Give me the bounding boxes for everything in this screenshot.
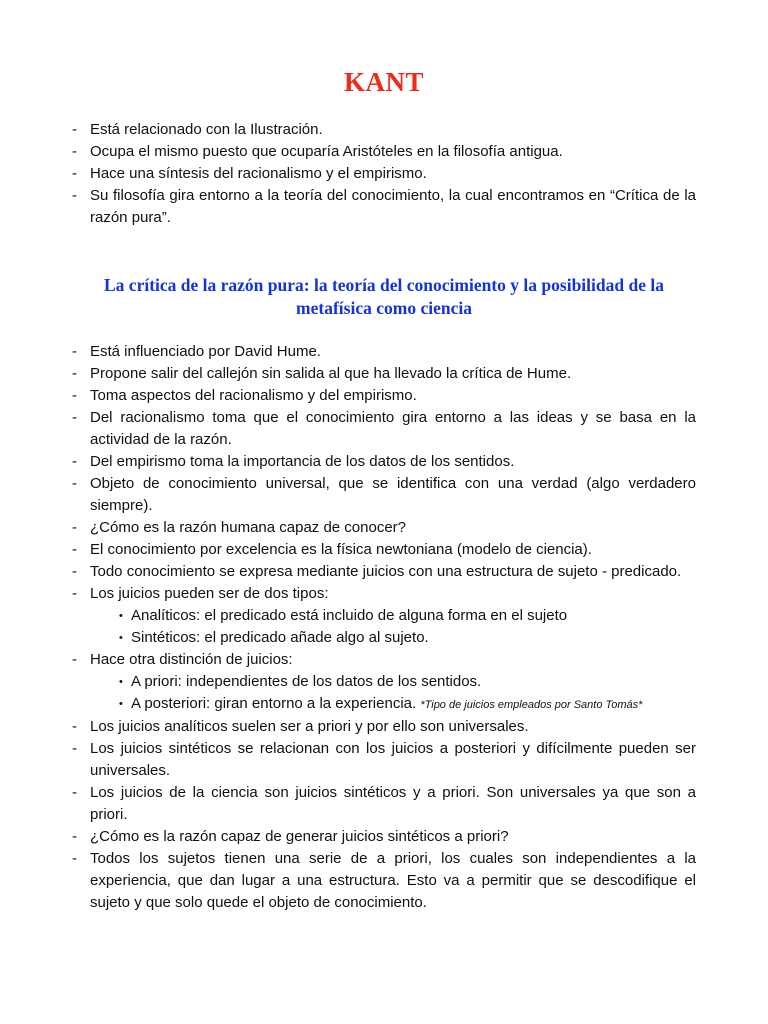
item-text: Todos los sujetos tienen una serie de a priori, los cuales son independientes a la experiencia, que dan lugar a una estructura. Esto va a permitir que se descodifique el sujeto y que solo quede el objeto de conocimiento. xyxy=(90,850,696,911)
list-item xyxy=(72,473,696,517)
section-heading: La crítica de la razón pura: la teoría del conocimiento y la posibilidad de la metafísica como ciencia xyxy=(104,275,664,318)
dash-marker: - xyxy=(72,519,77,536)
item-text: ¿Cómo es la razón humana capaz de conocer? xyxy=(90,519,407,536)
aposteriori-note: *Tipo de juicios empleados por Santo Tomás* xyxy=(420,699,643,711)
list-item xyxy=(72,517,696,539)
list-item xyxy=(72,583,696,605)
dash-marker: - xyxy=(72,409,77,426)
item-text: Los juicios de la ciencia son juicios sintéticos y a priori. Son universales ya que son a priori. xyxy=(90,784,696,823)
dash-marker: - xyxy=(72,121,77,138)
dash-marker: - xyxy=(72,828,77,845)
dash-marker: - xyxy=(72,740,77,757)
item-text: Los juicios sintéticos se relacionan con los juicios a posteriori y difícilmente pueden ser universales. xyxy=(90,740,696,779)
list-item xyxy=(72,185,696,229)
item-text: Objeto de conocimiento universal, que se identifica con una verdad (algo verdadero siempre). xyxy=(90,475,696,514)
item-text: Del empirismo toma la importancia de los datos de los sentidos. xyxy=(90,453,515,470)
item-text: Todo conocimiento se expresa mediante juicios con una estructura de sujeto - predicado. xyxy=(90,563,682,580)
bullet-marker: • xyxy=(119,632,123,644)
list-item xyxy=(72,716,696,738)
subitem-text: A posteriori: giran entorno a la experiencia. xyxy=(131,695,417,712)
page-title: KANT xyxy=(343,67,424,97)
item-text: Los juicios pueden ser de dos tipos: xyxy=(90,585,329,602)
list-item xyxy=(72,363,696,385)
dash-marker: - xyxy=(72,143,77,160)
item-text: Hace otra distinción de juicios: xyxy=(90,651,293,668)
list-item xyxy=(72,782,696,826)
list-item xyxy=(72,141,696,163)
sublist-container xyxy=(72,671,696,716)
main-list xyxy=(72,341,696,914)
item-text: Del racionalismo toma que el conocimiento gira entorno a las ideas y se basa en la actividad de la razón. xyxy=(90,409,696,448)
sublist-container xyxy=(72,605,696,649)
judgment-types-list xyxy=(72,605,696,649)
subitem-text: A priori: independientes de los datos de los sentidos. xyxy=(131,673,482,690)
subitem-text: Analíticos: el predicado está incluido de alguna forma en el sujeto xyxy=(131,607,568,624)
list-item xyxy=(72,407,696,451)
dash-marker: - xyxy=(72,850,77,867)
dash-marker: - xyxy=(72,387,77,404)
list-item xyxy=(72,649,696,671)
dash-marker: - xyxy=(72,585,77,602)
judgment-distinction-list xyxy=(72,671,696,716)
sublist-item xyxy=(72,627,696,649)
bullet-marker: • xyxy=(119,698,123,710)
dash-marker: - xyxy=(72,784,77,801)
dash-marker: - xyxy=(72,475,77,492)
item-text: Está influenciado por David Hume. xyxy=(90,343,321,360)
sublist-item xyxy=(72,605,696,627)
list-item xyxy=(72,163,696,185)
intro-list xyxy=(72,119,696,229)
sublist-item xyxy=(72,693,696,716)
list-item xyxy=(72,451,696,473)
sublist-item xyxy=(72,671,696,693)
item-text: El conocimiento por excelencia es la física newtoniana (modelo de ciencia). xyxy=(90,541,592,558)
list-item xyxy=(72,539,696,561)
subitem-text: Sintéticos: el predicado añade algo al sujeto. xyxy=(131,629,429,646)
bullet-marker: • xyxy=(119,610,123,622)
list-item xyxy=(72,561,696,583)
list-item xyxy=(72,738,696,782)
dash-marker: - xyxy=(72,453,77,470)
dash-marker: - xyxy=(72,541,77,558)
dash-marker: - xyxy=(72,165,77,182)
item-text: Su filosofía gira entorno a la teoría del conocimiento, la cual encontramos en “Crítica de la razón pura”. xyxy=(90,187,696,226)
dash-marker: - xyxy=(72,651,77,668)
dash-marker: - xyxy=(72,563,77,580)
list-item xyxy=(72,385,696,407)
item-text: Los juicios analíticos suelen ser a priori y por ello son universales. xyxy=(90,718,529,735)
item-text: Propone salir del callejón sin salida al que ha llevado la crítica de Hume. xyxy=(90,365,572,382)
item-text: Hace una síntesis del racionalismo y el empirismo. xyxy=(90,165,427,182)
item-text: ¿Cómo es la razón capaz de generar juicios sintéticos a priori? xyxy=(90,828,509,845)
list-item xyxy=(72,848,696,914)
dash-marker: - xyxy=(72,718,77,735)
item-text: Ocupa el mismo puesto que ocuparía Aristóteles en la filosofía antigua. xyxy=(90,143,563,160)
item-text: Toma aspectos del racionalismo y del empirismo. xyxy=(90,387,417,404)
dash-marker: - xyxy=(72,187,77,204)
list-item xyxy=(72,826,696,848)
dash-marker: - xyxy=(72,365,77,382)
dash-marker: - xyxy=(72,343,77,360)
list-item xyxy=(72,119,696,141)
item-text: Está relacionado con la Ilustración. xyxy=(90,121,323,138)
bullet-marker: • xyxy=(119,676,123,688)
list-item xyxy=(72,341,696,363)
